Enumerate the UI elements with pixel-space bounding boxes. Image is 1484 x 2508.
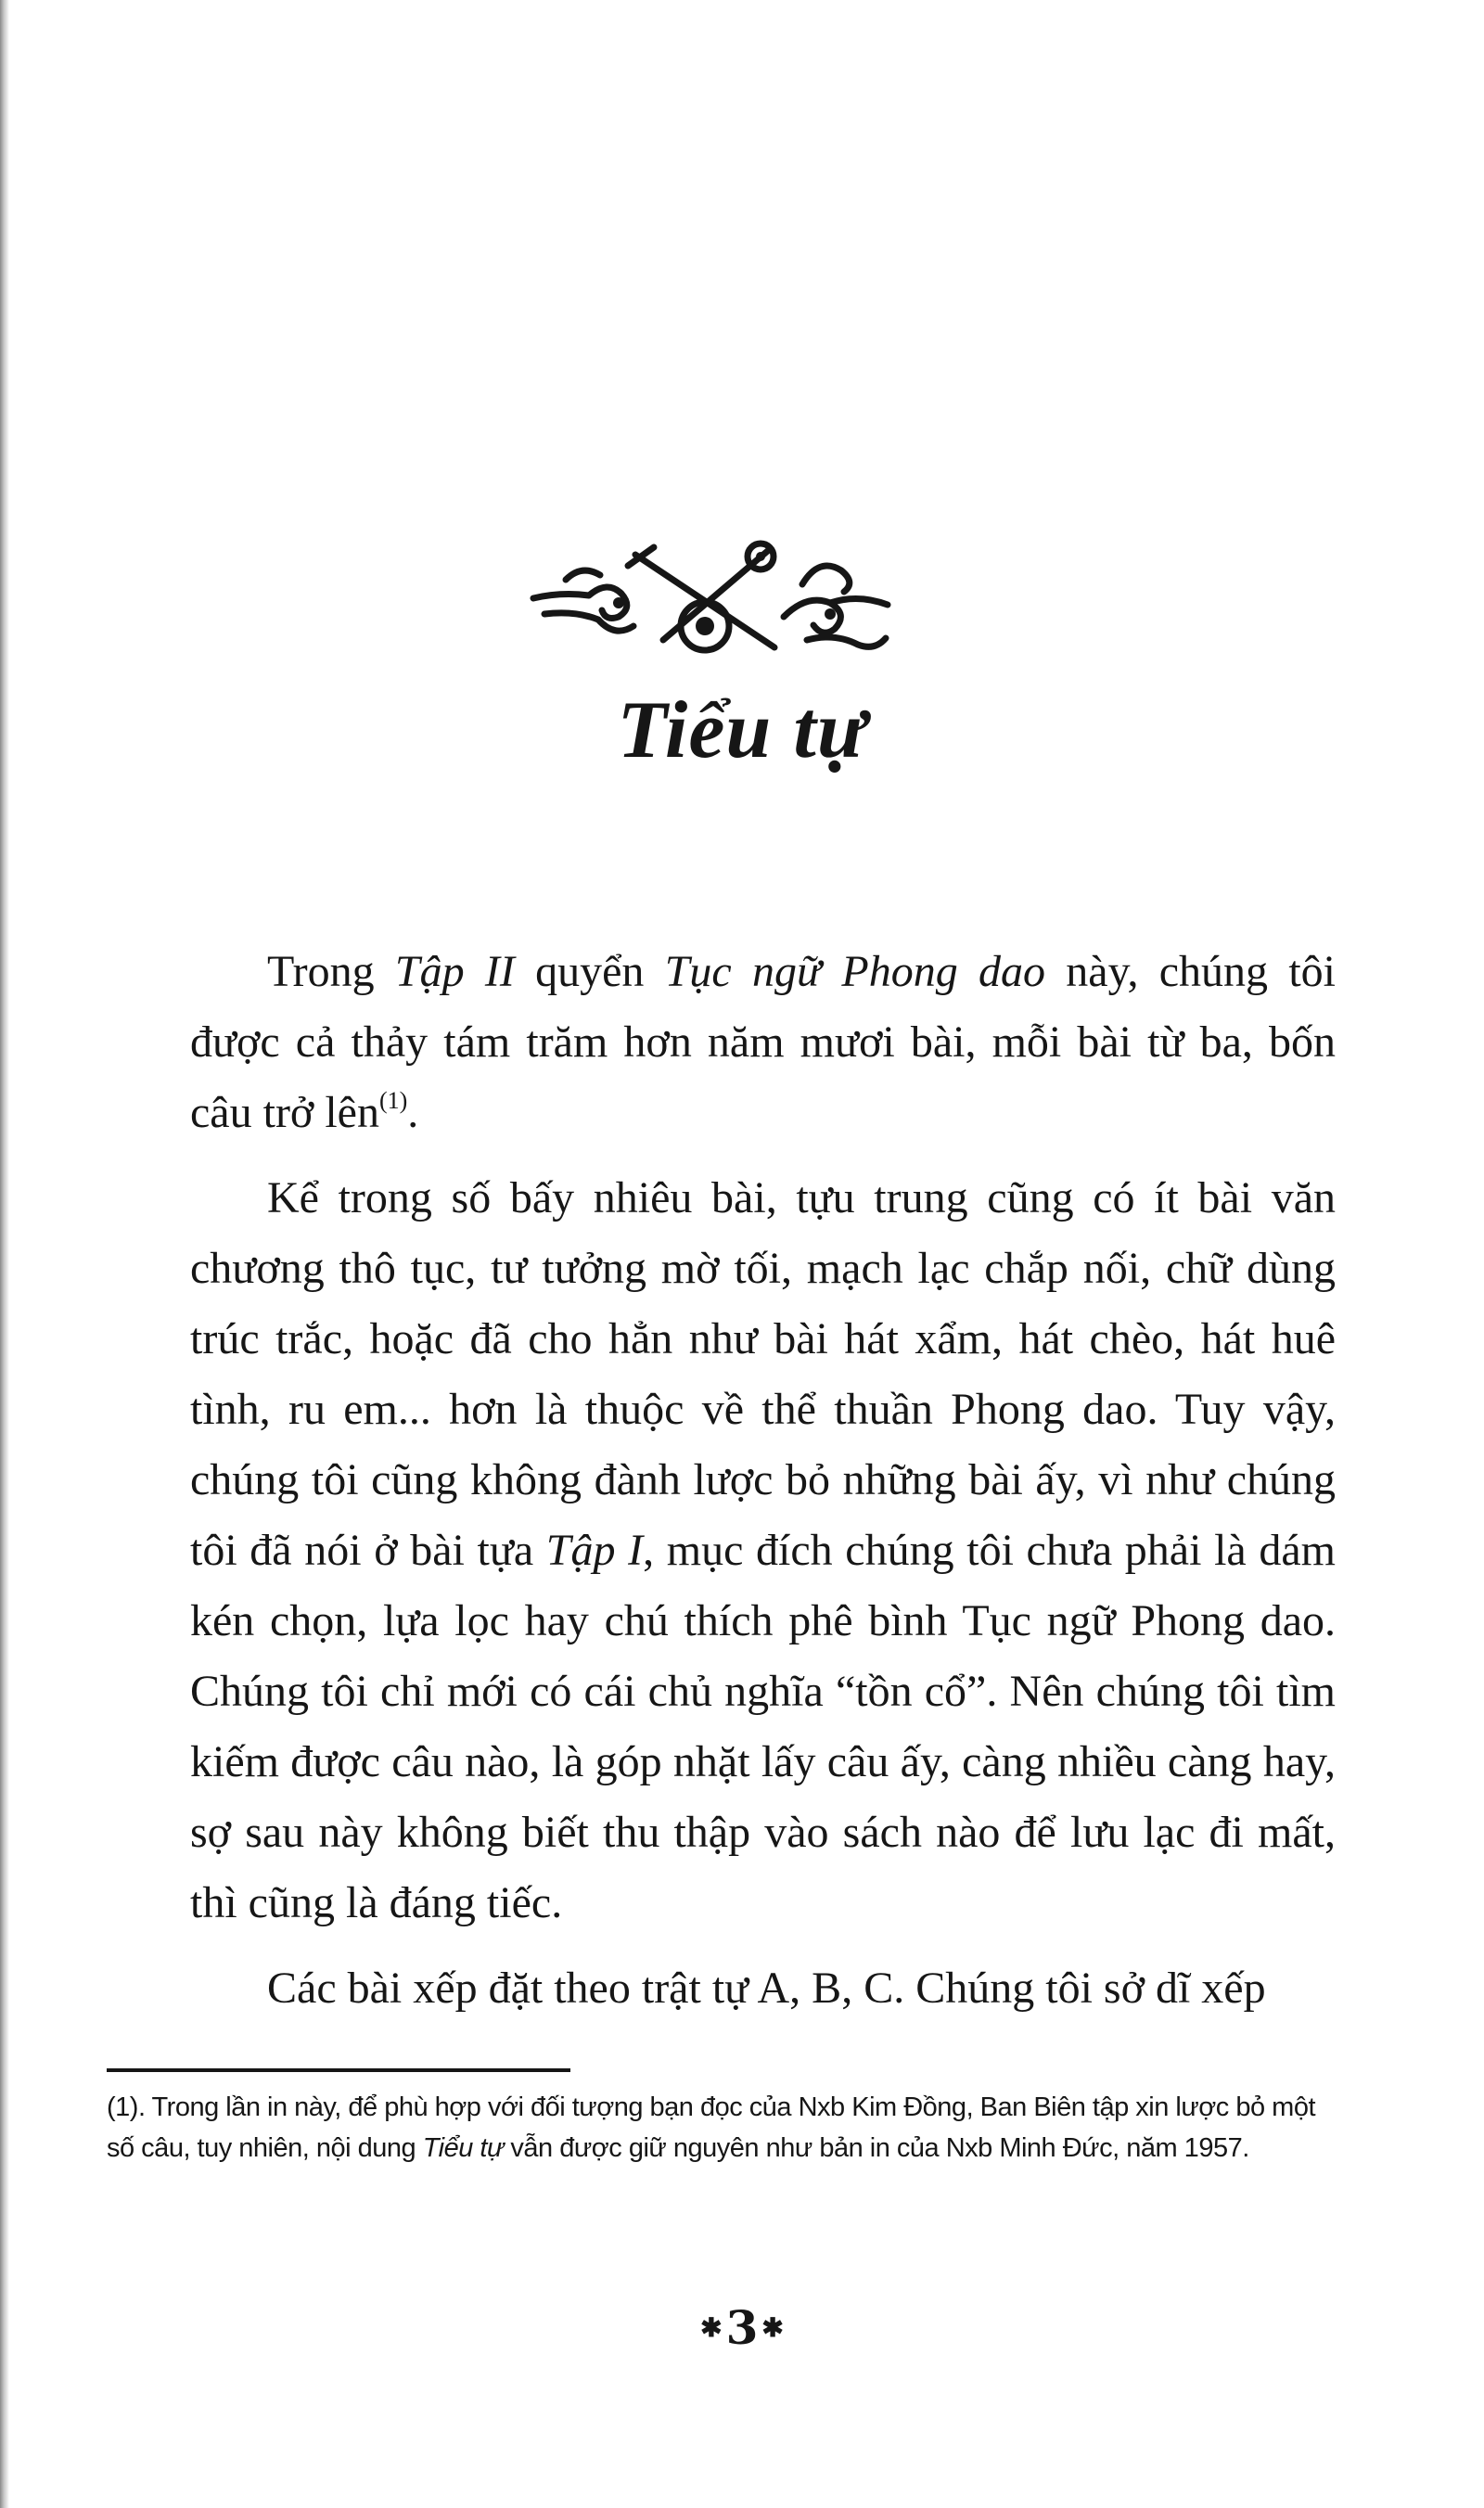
page-title: Tiểu tự xyxy=(617,685,867,775)
footnote-italic-a: Tiểu tự xyxy=(422,2133,504,2163)
star-icon: ✱ xyxy=(761,2312,784,2343)
page-number xyxy=(0,2300,1484,2356)
page-spine-edge xyxy=(0,0,9,2508)
page-number-value: 3 xyxy=(725,2300,759,2355)
footnote-text-a: (1). Trong lần in này, để phù hợp với đối tượng bạn đọc của Nxb Kim Đồng, Ban Biên tập xin lược bỏ một số câu, tuy nhiên, nội dung xyxy=(107,2092,1316,2163)
paragraph-2 xyxy=(190,1163,1336,1939)
paragraph-1-text-b: quyển xyxy=(514,947,665,996)
paragraph-1-text-a: Trong xyxy=(267,947,395,996)
body-text xyxy=(190,937,1336,2039)
footnote xyxy=(107,2087,1336,2169)
paragraph-1 xyxy=(190,937,1336,1148)
paragraph-2-text-b: , mục đích chúng tôi chưa phải là dám kén chọn, lựa lọc hay chú thích phê bình Tục ngữ Phong dao. Chúng tôi chỉ mới có cái chủ nghĩa “tồn cổ”. Nên chúng tôi tìm kiếm được câu nào, là góp nhặt lấy câu ấy, càng nhiều càng hay, sợ sau này không biết thu thập vào sách nào để lưu lạc đi mất, thì cũng là đáng tiếc. xyxy=(190,1526,1336,1927)
paragraph-2-text-a: Kể trong số bấy nhiêu bài, tựu trung cũng có ít bài văn chương thô tục, tư tưởng mờ tối, mạch lạc chắp nối, chữ dùng trúc trắc, hoặc đã cho hẳn như bài hát xẩm, hát chèo, hát huê tình, ru em... hơn là thuộc về thể thuần Phong dao. Tuy vậy, chúng tôi cũng không đành lược bỏ những bài ấy, vì như chúng tôi đã nói ở bài tựa xyxy=(190,1173,1336,1575)
paragraph-1-italic-a: Tập II xyxy=(394,947,515,996)
paragraph-1-italic-b: Tục ngữ Phong dao xyxy=(664,947,1046,996)
paragraph-3 xyxy=(190,1953,1336,2024)
paragraph-1-text-d: . xyxy=(407,1088,419,1137)
footnote-reference: (1) xyxy=(378,1087,408,1114)
star-icon: ✱ xyxy=(700,2312,723,2343)
paragraph-2-italic-a: Tập I xyxy=(545,1526,644,1575)
footnote-divider xyxy=(107,2068,570,2072)
paragraph-3-text-a: Các bài xếp đặt theo trật tự A, B, C. Chúng tôi sở dĩ xếp xyxy=(267,1964,1266,2013)
paragraph-1-text-c: này, chúng tôi được cả thảy tám trăm hơn năm mươi bài, mỗi bài từ ba, bốn câu trở lên xyxy=(190,947,1336,1137)
footnote-text-b: vẫn được giữ nguyên như bản in của Nxb Minh Đức, năm 1957. xyxy=(503,2133,1249,2163)
decorative-ornament-icon xyxy=(524,529,895,668)
